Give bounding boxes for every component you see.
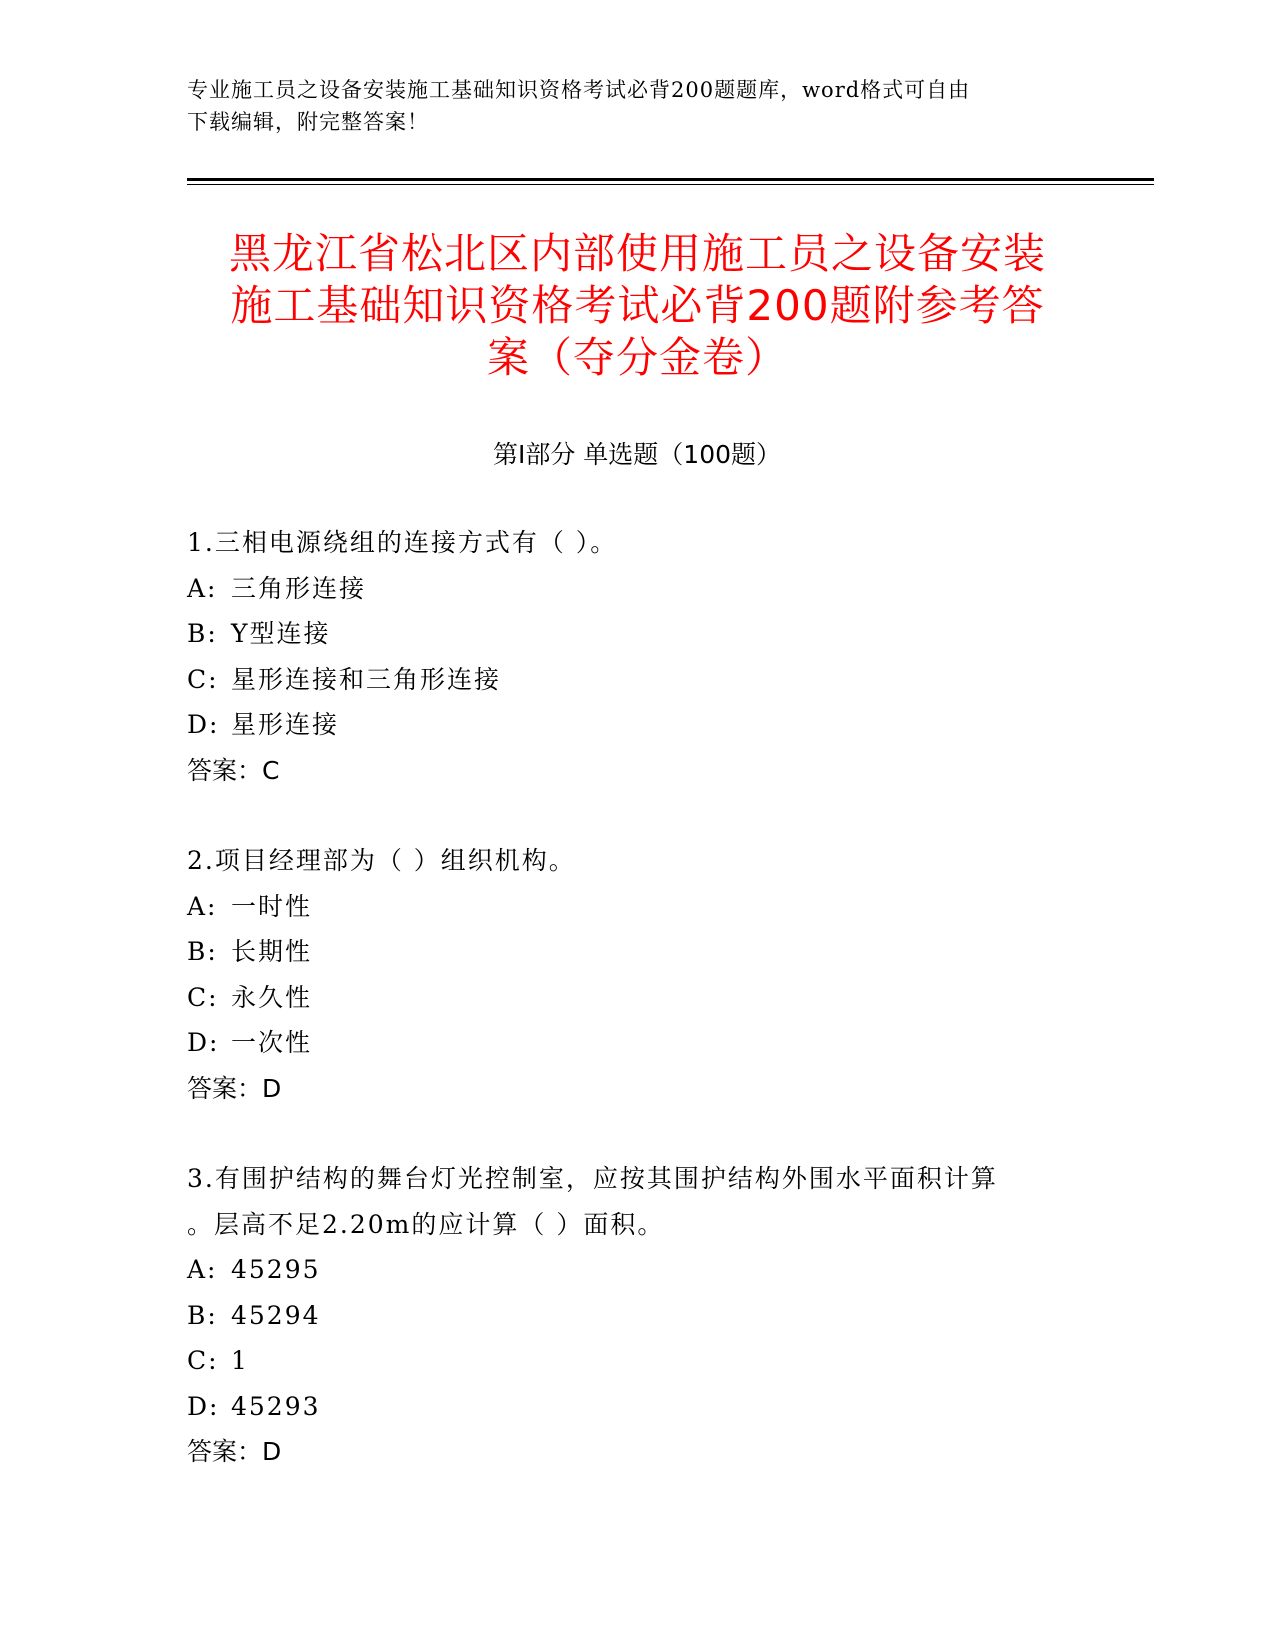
option-text: 45294	[231, 1300, 321, 1330]
answer-line: 答案：D	[187, 1437, 282, 1466]
section-title: 第Ⅰ部分 单选题（100题）	[492, 440, 782, 469]
option-key: D:	[187, 1391, 220, 1421]
answer-line: 答案：D	[187, 1073, 282, 1103]
option-text: 一次性	[231, 1028, 313, 1057]
question-stem: 1.三相电源绕组的连接方式有（ ）。	[187, 528, 618, 557]
option-key: A:	[187, 891, 218, 921]
option-key: C:	[187, 1346, 219, 1375]
option-d	[187, 702, 1087, 748]
option-text: 三角形连接	[231, 573, 367, 603]
title-line: 黑龙江省松北区内部使用施工员之设备安装	[228, 229, 1046, 278]
option-b	[187, 1293, 1087, 1339]
option-c	[187, 657, 1087, 703]
option-text: 长期性	[231, 937, 313, 966]
option-key: A:	[187, 1255, 218, 1284]
answer-line: 答案：C	[187, 755, 280, 785]
option-key: D:	[187, 710, 220, 739]
option-text: 1	[231, 1346, 249, 1375]
option-c	[187, 1338, 1087, 1384]
title-line: 施工基础知识资格考试必背200题附参考答	[230, 281, 1045, 330]
option-d	[187, 1384, 1087, 1430]
option-text: 45293	[231, 1391, 321, 1421]
option-a	[187, 884, 1087, 930]
option-text: 星形连接	[231, 710, 340, 739]
title-line: 案（夺分金卷）	[486, 333, 788, 382]
option-a	[187, 1247, 1087, 1293]
option-text: 45295	[231, 1255, 321, 1284]
question-stem: 2.项目经理部为（ ）组织机构。	[187, 846, 576, 875]
question-block	[187, 1156, 1087, 1475]
option-key: C:	[187, 664, 219, 694]
option-key: C:	[187, 982, 219, 1012]
question-stem-continued: 。层高不足2.20m的应计算（ ）面积。	[187, 1209, 665, 1239]
option-b	[187, 611, 1087, 657]
header-note	[187, 74, 1067, 138]
option-text: Y型连接	[231, 619, 331, 648]
option-text: 永久性	[231, 982, 313, 1012]
option-key: B:	[187, 937, 218, 966]
header-divider-thick	[187, 178, 1154, 181]
question-block	[187, 520, 1087, 793]
option-key: A:	[187, 573, 218, 603]
header-divider-thin	[187, 184, 1154, 185]
option-text: 星形连接和三角形连接	[231, 664, 502, 694]
header-note-line: 专业施工员之设备安装施工基础知识资格考试必背200题题库，word格式可自由	[187, 78, 971, 102]
option-key: B:	[187, 619, 218, 648]
option-key: B:	[187, 1300, 218, 1330]
option-text: 一时性	[231, 891, 313, 921]
question-stem: 3.有围护结构的舞台灯光控制室，应按其围护结构外围水平面积计算	[187, 1164, 998, 1193]
option-a	[187, 566, 1087, 612]
option-d	[187, 1020, 1087, 1066]
option-b	[187, 929, 1087, 975]
header-note-line: 下载编辑，附完整答案！	[187, 110, 429, 134]
document-title	[160, 228, 1115, 384]
option-c	[187, 975, 1087, 1021]
option-key: D:	[187, 1028, 220, 1057]
question-block	[187, 838, 1087, 1111]
